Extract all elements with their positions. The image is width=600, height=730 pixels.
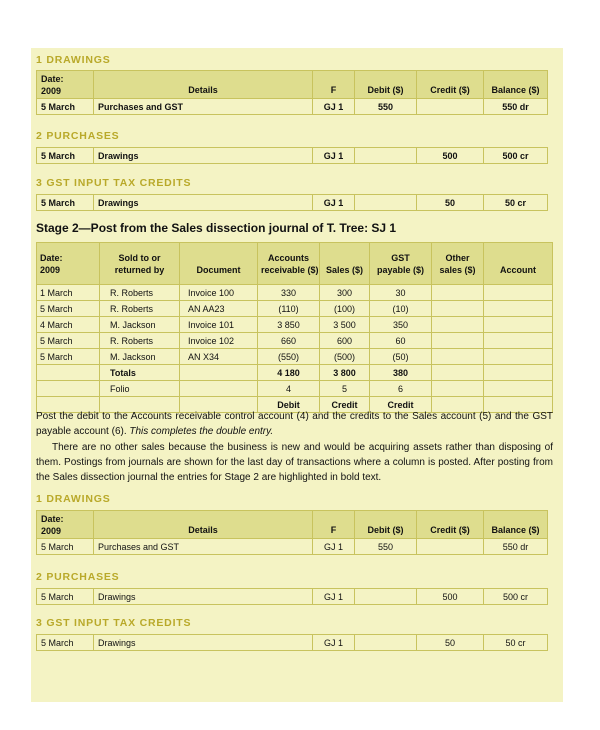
- debit-cell: 550: [355, 99, 417, 115]
- purchases-ledger-title: 2 PURCHASES: [36, 130, 120, 142]
- details-cell: Purchases and GST: [94, 99, 313, 115]
- sales-entry-type: Credit: [320, 397, 370, 413]
- sales-cell: 3 500: [320, 317, 370, 333]
- gst-cell: (10): [370, 301, 432, 317]
- explanation-text: [36, 409, 553, 485]
- journal-header-row: [37, 243, 553, 285]
- date-cell: 5 March: [37, 99, 94, 115]
- date-header: Date: 2009: [37, 511, 94, 539]
- date-cell: 5 March: [37, 333, 100, 349]
- other-sales-cell: [432, 301, 484, 317]
- account-cell: [484, 317, 553, 333]
- date-cell: 5 March: [37, 349, 100, 365]
- ledger-header-row: [37, 71, 548, 99]
- debit-header: Debit ($): [355, 511, 417, 539]
- drawings-ledger-title: 1 DRAWINGS: [36, 54, 111, 66]
- date-header: Date: 2009: [37, 243, 100, 285]
- sales-cell: 300: [320, 285, 370, 301]
- date-cell: 5 March: [37, 539, 94, 555]
- gst-total: 380: [370, 365, 432, 381]
- debit-cell: [355, 148, 417, 164]
- table-row: [37, 99, 548, 115]
- gst-entry-type: Credit: [370, 397, 432, 413]
- other-sales-cell: [432, 349, 484, 365]
- gst-ledger-title: 3 GST INPUT TAX CREDITS: [36, 177, 192, 189]
- date-cell: 4 March: [37, 317, 100, 333]
- gst-cell: (50): [370, 349, 432, 365]
- debit-cell: [355, 195, 417, 211]
- party-cell: M. Jackson: [100, 317, 180, 333]
- details-cell: Drawings: [94, 148, 313, 164]
- drawings-ledger-table: [36, 70, 548, 115]
- sales-folio: 5: [320, 381, 370, 397]
- sales-journal-table: [36, 242, 553, 413]
- balance-cell: 550 dr: [484, 99, 548, 115]
- stage-2-heading: Stage 2—Post from the Sales dissection journal of T. Tree: SJ 1: [36, 221, 397, 235]
- drawings-ledger-table: [36, 510, 548, 555]
- other-sales-cell: [432, 333, 484, 349]
- folio-cell: GJ 1: [313, 589, 355, 605]
- table-row: [37, 148, 548, 164]
- ledger-header-row: [37, 511, 548, 539]
- account-cell: [484, 285, 553, 301]
- details-cell: Drawings: [94, 195, 313, 211]
- party-cell: M. Jackson: [100, 349, 180, 365]
- party-cell: R. Roberts: [100, 285, 180, 301]
- credit-cell: 50: [417, 195, 484, 211]
- gst-payable-header: GST payable ($): [370, 243, 432, 285]
- details-cell: Drawings: [94, 589, 313, 605]
- table-row: [37, 285, 553, 301]
- table-row: [37, 589, 548, 605]
- folio-cell: GJ 1: [313, 539, 355, 555]
- balance-cell: 500 cr: [484, 589, 548, 605]
- table-row: [37, 195, 548, 211]
- paragraph-1: Post the debit to the Accounts receivable control account (4) and the credits to the Sales account (5) and the GST payable account (6). This completes the double entry.: [36, 411, 553, 438]
- credit-cell: [417, 99, 484, 115]
- date-cell: 5 March: [37, 635, 94, 651]
- table-row: [37, 317, 553, 333]
- balance-cell: 500 cr: [484, 148, 548, 164]
- accounts-receivable-header: Accounts receivable ($): [258, 243, 320, 285]
- debit-cell: 550: [355, 539, 417, 555]
- date-cell: 5 March: [37, 589, 94, 605]
- gst-cell: 30: [370, 285, 432, 301]
- balance-cell: 550 dr: [484, 539, 548, 555]
- ar-cell: (110): [258, 301, 320, 317]
- sales-header: Sales ($): [320, 243, 370, 285]
- table-row: [37, 333, 553, 349]
- account-cell: [484, 301, 553, 317]
- paragraph-2: There are no other sales because the business is new and would be acquiring assets rather than disposing of them. Postings from journals are shown for the last day of transactions where a column is posted. After posting from the Sales dissection journal the entries for Stage 2 are highlighted in bold text.: [36, 441, 553, 484]
- document-page: [31, 48, 563, 702]
- folio-cell: GJ 1: [313, 195, 355, 211]
- folio-cell: GJ 1: [313, 99, 355, 115]
- credit-header: Credit ($): [417, 511, 484, 539]
- table-row: [37, 301, 553, 317]
- debit-header: Debit ($): [355, 71, 417, 99]
- document-cell: Invoice 100: [180, 285, 258, 301]
- balance-header: Balance ($): [484, 511, 548, 539]
- document-cell: Invoice 102: [180, 333, 258, 349]
- details-cell: Drawings: [94, 635, 313, 651]
- document-header: Document: [180, 243, 258, 285]
- details-cell: Purchases and GST: [94, 539, 313, 555]
- credit-cell: 500: [417, 148, 484, 164]
- account-cell: [484, 349, 553, 365]
- drawings-ledger-title: 1 DRAWINGS: [36, 493, 111, 505]
- sold-to-header: Sold to or returned by: [100, 243, 180, 285]
- party-cell: R. Roberts: [100, 301, 180, 317]
- date-cell: 1 March: [37, 285, 100, 301]
- credit-cell: [417, 539, 484, 555]
- ar-cell: 3 850: [258, 317, 320, 333]
- ar-entry-type: Debit: [258, 397, 320, 413]
- account-cell: [484, 333, 553, 349]
- purchases-ledger-table: [36, 147, 548, 164]
- balance-cell: 50 cr: [484, 195, 548, 211]
- ar-total: 4 180: [258, 365, 320, 381]
- sales-cell: 600: [320, 333, 370, 349]
- gst-folio: 6: [370, 381, 432, 397]
- folio-label: Folio: [100, 381, 180, 397]
- folio-header: F: [313, 511, 355, 539]
- balance-cell: 50 cr: [484, 635, 548, 651]
- gst-ledger-table: [36, 634, 548, 651]
- document-cell: Invoice 101: [180, 317, 258, 333]
- sales-cell: (500): [320, 349, 370, 365]
- debit-cell: [355, 635, 417, 651]
- date-cell: 5 March: [37, 301, 100, 317]
- details-header: Details: [94, 511, 313, 539]
- account-header: Account: [484, 243, 553, 285]
- ar-folio: 4: [258, 381, 320, 397]
- date-header: Date: 2009: [37, 71, 94, 99]
- purchases-ledger-title: 2 PURCHASES: [36, 571, 120, 583]
- table-row: [37, 635, 548, 651]
- folio-header: F: [313, 71, 355, 99]
- gst-cell: 60: [370, 333, 432, 349]
- table-row: [37, 539, 548, 555]
- folio-cell: GJ 1: [313, 148, 355, 164]
- folio-row: [37, 381, 553, 397]
- sales-total: 3 800: [320, 365, 370, 381]
- document-cell: AN AA23: [180, 301, 258, 317]
- gst-ledger-title: 3 GST INPUT TAX CREDITS: [36, 617, 192, 629]
- other-sales-cell: [432, 317, 484, 333]
- ar-cell: 660: [258, 333, 320, 349]
- details-header: Details: [94, 71, 313, 99]
- folio-cell: GJ 1: [313, 635, 355, 651]
- debit-cell: [355, 589, 417, 605]
- ar-cell: 330: [258, 285, 320, 301]
- date-cell: 5 March: [37, 148, 94, 164]
- party-cell: R. Roberts: [100, 333, 180, 349]
- totals-row: [37, 365, 553, 381]
- purchases-ledger-table: [36, 588, 548, 605]
- credit-cell: 500: [417, 589, 484, 605]
- other-sales-header: Other sales ($): [432, 243, 484, 285]
- sales-cell: (100): [320, 301, 370, 317]
- totals-label: Totals: [100, 365, 180, 381]
- date-cell: 5 March: [37, 195, 94, 211]
- balance-header: Balance ($): [484, 71, 548, 99]
- credit-header: Credit ($): [417, 71, 484, 99]
- gst-ledger-table: [36, 194, 548, 211]
- other-sales-cell: [432, 285, 484, 301]
- document-cell: AN X34: [180, 349, 258, 365]
- gst-cell: 350: [370, 317, 432, 333]
- ar-cell: (550): [258, 349, 320, 365]
- credit-cell: 50: [417, 635, 484, 651]
- table-row: [37, 349, 553, 365]
